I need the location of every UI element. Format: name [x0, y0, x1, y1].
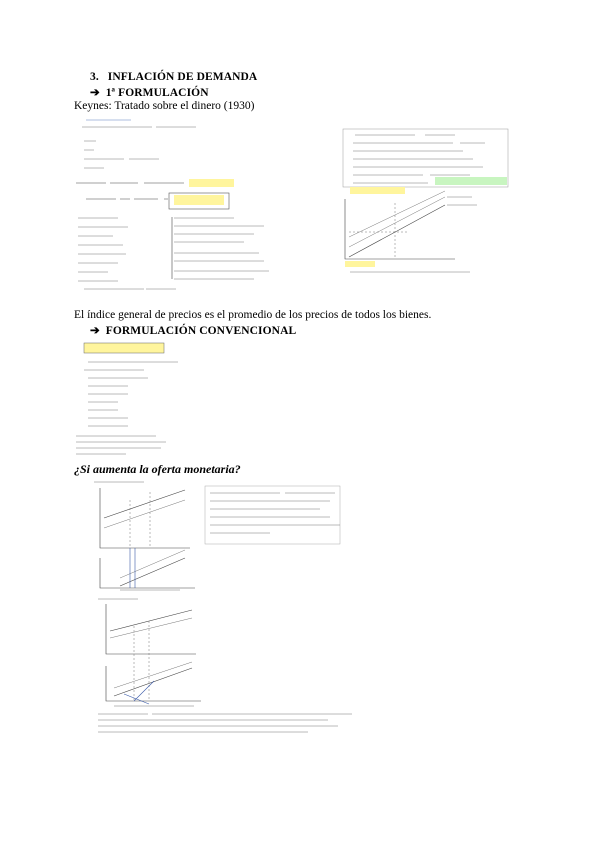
- first-formulation-heading: ➔ 1ª FORMULACIÓN: [90, 87, 209, 99]
- handwritten-notes-chart: [335, 127, 515, 292]
- handwritten-notes-conventional: [74, 340, 224, 460]
- conventional-heading: ➔ FORMULACIÓN CONVENCIONAL: [90, 325, 297, 337]
- question-line: ¿Si aumenta la oferta monetaria?: [74, 462, 241, 476]
- arrow-icon: ➔: [90, 325, 100, 337]
- handwritten-chart-money-supply: [90, 478, 360, 596]
- arrow-icon: ➔: [90, 87, 100, 99]
- section-heading: 3. INFLACIÓN DE DEMANDA: [90, 71, 258, 83]
- keynes-line: Keynes: Tratado sobre el dinero (1930): [74, 100, 255, 112]
- price-index-line: El índice general de precios es el promedio de los precios de todos los bienes.: [74, 309, 432, 321]
- handwritten-chart-bottom: [94, 596, 364, 741]
- handwritten-notes-keynes: [74, 113, 334, 298]
